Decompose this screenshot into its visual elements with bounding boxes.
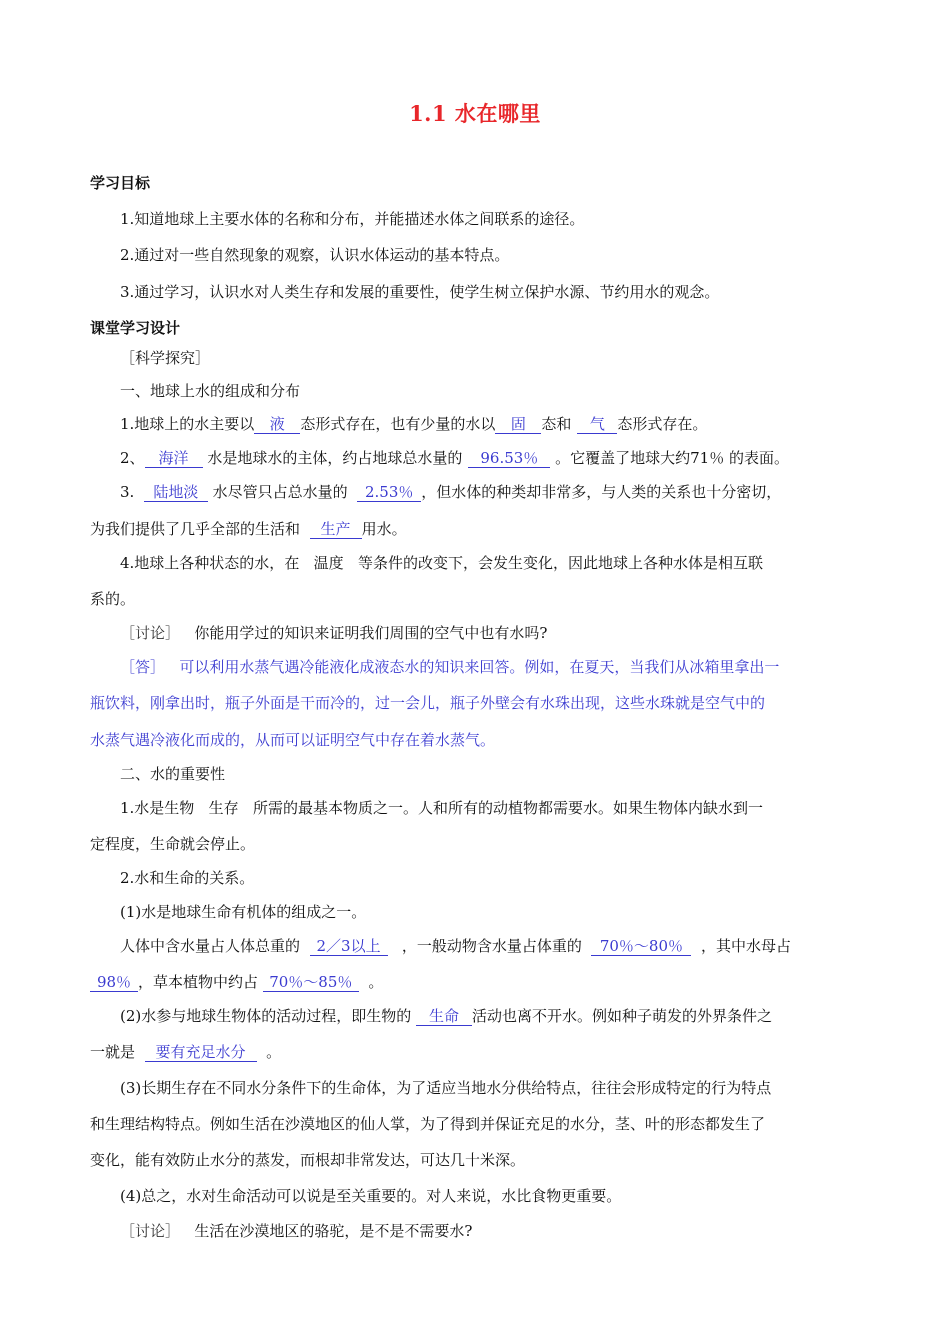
answer-blank: 固 bbox=[495, 415, 541, 434]
answer-blank: 海洋 bbox=[145, 449, 203, 468]
answer-blank: 2／3以上 bbox=[310, 937, 388, 956]
answer-blank: 98％ bbox=[90, 973, 138, 992]
answer-blank: 气 bbox=[577, 415, 617, 434]
answer-blank: 70％～85％ bbox=[263, 973, 359, 992]
body-water-line-cont: 98％ ，草本植物中约占 70％～85％ 。 bbox=[90, 972, 870, 992]
answer-blank: 2.53％ bbox=[357, 483, 421, 502]
question-4-cont: 系的。 bbox=[90, 590, 136, 608]
answer-1-line-1: ［答］ 可以利用水蒸气遇冷能液化成液态水的知识来回答。例如，在夏天，当我们从冰箱里拿出一 bbox=[120, 658, 780, 676]
answer-1-line-3: 水蒸气遇冷液化而成的，从而可以证明空气中存在着水蒸气。 bbox=[90, 731, 496, 749]
discussion-1: ［讨论］ 你能用学过的知识来证明我们周围的空气中也有水吗? bbox=[120, 624, 548, 642]
answer-blank: 70％～80％ bbox=[591, 937, 691, 956]
question-4: 4.地球上各种状态的水，在 温度 等条件的改变下，会发生变化，因此地球上各种水体是相互联 bbox=[120, 554, 763, 572]
body-water-line: 人体中含水量占人体总重的 2／3以上 ，一般动物含水量占体重的 70％～80％ ，其中水母占 bbox=[120, 937, 791, 955]
question-1: 1.地球上的水主要以 液 态形式存在，也有少量的水以 固 态和 气 态形式存在。 bbox=[120, 415, 708, 433]
goal-2: 2.通过对一些自然现象的观察，认识水体运动的基本特点。 bbox=[120, 246, 510, 264]
answer-blank: 生命 bbox=[416, 1007, 472, 1026]
goals-heading: 学习目标 bbox=[90, 174, 151, 192]
question-2: 2、 海洋 水是地球水的主体，约占地球总水量的 96.53％ 。它覆盖了地球大约71％ 的表面。 bbox=[120, 449, 789, 467]
answer-blank: 要有充足水分 bbox=[145, 1043, 257, 1062]
part1-title: 一、地球上水的组成和分布 bbox=[120, 382, 301, 400]
part2-question-1: 1.水是生物 生存 所需的最基本物质之一。人和所有的动植物都需要水。如果生物体内缺水到一 bbox=[120, 799, 763, 817]
answer-blank: 液 bbox=[254, 415, 300, 434]
part2-question-2-2-cont: 一就是 要有充足水分 。 bbox=[90, 1043, 282, 1061]
question-3-cont: 为我们提供了几乎全部的生活和 生产 用水。 bbox=[90, 520, 407, 538]
part2-question-2-3-line-2: 和生理结构特点。例如生活在沙漠地区的仙人掌，为了得到并保证充足的水分，茎、叶的形态都发生了 bbox=[90, 1115, 766, 1133]
part2-question-1-cont: 定程度，生命就会停止。 bbox=[90, 835, 256, 853]
inquiry-label: ［科学探究］ bbox=[120, 349, 211, 367]
part2-title: 二、水的重要性 bbox=[120, 765, 226, 783]
goal-1: 1.知道地球上主要水体的名称和分布，并能描述水体之间联系的途径。 bbox=[120, 210, 585, 228]
page-title: 1.1 水在哪里 bbox=[409, 101, 541, 126]
design-heading: 课堂学习设计 bbox=[90, 319, 181, 337]
part2-question-2-4: (4)总之，水对生命活动可以说是至关重要的。对人来说，水比食物更重要。 bbox=[120, 1187, 622, 1205]
part2-question-2: 2.水和生命的关系。 bbox=[120, 869, 255, 887]
discussion-2: ［讨论］ 生活在沙漠地区的骆驼，是不是不需要水? bbox=[120, 1222, 473, 1240]
goal-3: 3.通过学习，认识水对人类生存和发展的重要性，使学生树立保护水源、节约用水的观念。 bbox=[120, 283, 720, 301]
part2-question-2-2: (2)水参与地球生物体的活动过程，即生物的 生命 活动也离不开水。例如种子萌发的外界条件之 bbox=[120, 1007, 773, 1025]
answer-1-line-2: 瓶饮料，刚拿出时，瓶子外面是干而冷的，过一会儿，瓶子外壁会有水珠出现，这些水珠就是空气中的 bbox=[90, 694, 766, 712]
answer-blank: 生产 bbox=[310, 520, 362, 539]
answer-blank: 96.53％ bbox=[468, 449, 550, 468]
question-3: 3. 陆地淡 水尽管只占总水量的 2.53％ ，但水体的种类却非常多，与人类的关系也十分密切， bbox=[120, 483, 782, 501]
part2-question-2-3-line-1: (3)长期生存在不同水分条件下的生命体，为了适应当地水分供给特点，往往会形成特定的行为特点 bbox=[120, 1079, 772, 1097]
part2-question-2-1: (1)水是地球生命有机体的组成之一。 bbox=[120, 903, 367, 921]
part2-question-2-3-line-3: 变化，能有效防止水分的蒸发，而根却非常发达，可达几十米深。 bbox=[90, 1151, 526, 1169]
answer-blank: 陆地淡 bbox=[144, 483, 208, 502]
